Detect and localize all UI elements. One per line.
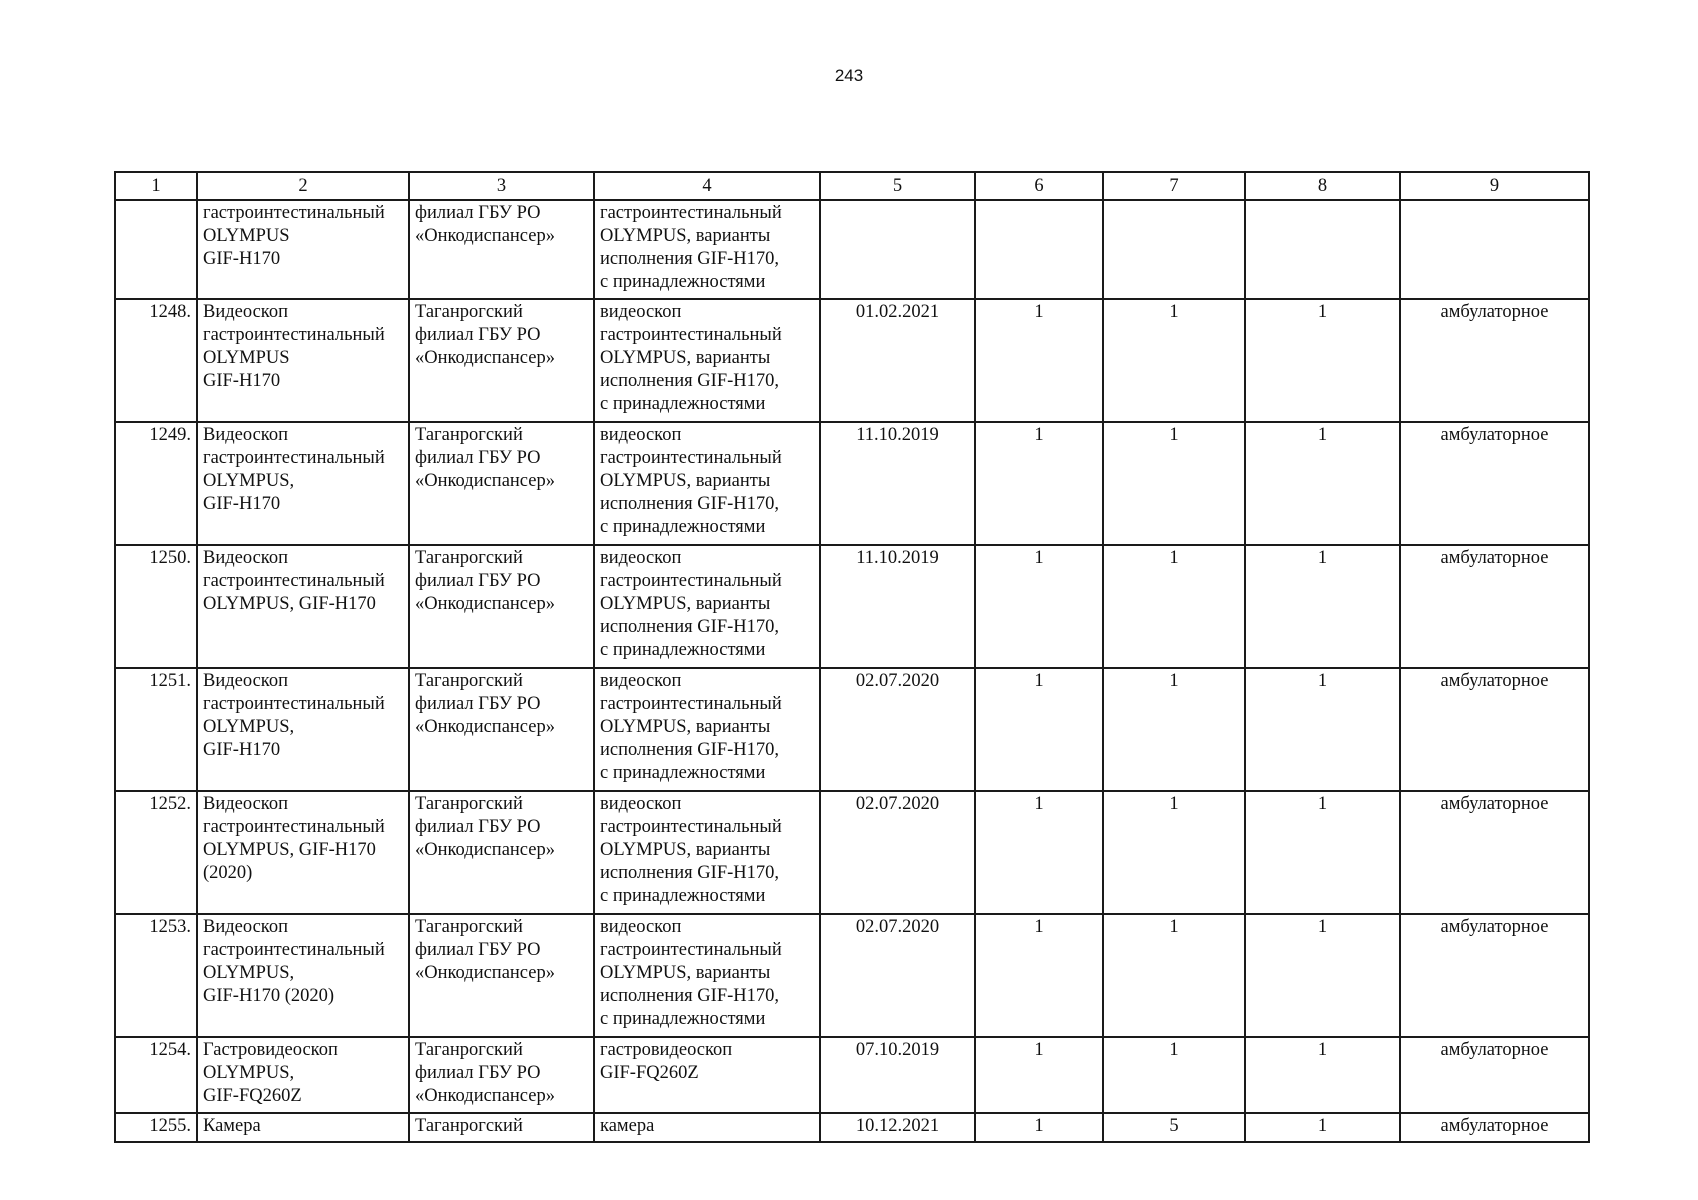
row-number: 1255. — [115, 1113, 197, 1142]
date-cell: 10.12.2021 — [820, 1113, 975, 1142]
date-cell: 02.07.2020 — [820, 668, 975, 791]
organization: Таганрогский филиал ГБУ РО «Онкодиспансер» — [409, 791, 594, 914]
table-row — [115, 668, 1589, 791]
col6-cell — [975, 200, 1103, 299]
equipment-name: Видеоскоп гастроинтестинальный OLYMPUS, GIF-H170 — [197, 545, 409, 668]
column-header: 2 — [197, 172, 409, 200]
date-cell: 01.02.2021 — [820, 299, 975, 422]
care-type-cell: амбулаторное — [1400, 914, 1589, 1037]
row-number: 1251. — [115, 668, 197, 791]
organization: филиал ГБУ РО «Онкодиспансер» — [409, 200, 594, 299]
col7-cell: 1 — [1103, 299, 1245, 422]
col7-cell: 1 — [1103, 791, 1245, 914]
date-cell: 02.07.2020 — [820, 914, 975, 1037]
table-row — [115, 422, 1589, 545]
equipment-name: Камера — [197, 1113, 409, 1142]
col6-cell: 1 — [975, 668, 1103, 791]
organization: Таганрогский филиал ГБУ РО «Онкодиспансер» — [409, 668, 594, 791]
organization: Таганрогский филиал ГБУ РО «Онкодиспансер» — [409, 1037, 594, 1113]
equipment-name: Видеоскоп гастроинтестинальный OLYMPUS, GIF-H170 (2020) — [197, 791, 409, 914]
date-cell: 02.07.2020 — [820, 791, 975, 914]
table-row — [115, 200, 1589, 299]
care-type-cell: амбулаторное — [1400, 545, 1589, 668]
col8-cell — [1245, 200, 1400, 299]
column-header: 8 — [1245, 172, 1400, 200]
care-type-cell — [1400, 200, 1589, 299]
organization: Таганрогский филиал ГБУ РО «Онкодиспансер» — [409, 914, 594, 1037]
equipment-name: Видеоскоп гастроинтестинальный OLYMPUS, GIF-H170 — [197, 668, 409, 791]
equipment-name: Видеоскоп гастроинтестинальный OLYMPUS GIF-H170 — [197, 299, 409, 422]
equipment-description: видеоскоп гастроинтестинальный OLYMPUS, варианты исполнения GIF-H170, с принадлежностями — [594, 299, 820, 422]
date-cell — [820, 200, 975, 299]
col6-cell: 1 — [975, 422, 1103, 545]
date-cell: 11.10.2019 — [820, 422, 975, 545]
table-row — [115, 1113, 1589, 1142]
row-number: 1250. — [115, 545, 197, 668]
col8-cell: 1 — [1245, 668, 1400, 791]
col8-cell: 1 — [1245, 545, 1400, 668]
col6-cell: 1 — [975, 914, 1103, 1037]
equipment-description: камера — [594, 1113, 820, 1142]
col7-cell: 1 — [1103, 422, 1245, 545]
column-header: 9 — [1400, 172, 1589, 200]
equipment-description: гастроинтестинальный OLYMPUS, варианты исполнения GIF-H170, с принадлежностями — [594, 200, 820, 299]
col6-cell: 1 — [975, 299, 1103, 422]
equipment-description: видеоскоп гастроинтестинальный OLYMPUS, варианты исполнения GIF-H170, с принадлежностями — [594, 422, 820, 545]
date-cell: 11.10.2019 — [820, 545, 975, 668]
equipment-description: видеоскоп гастроинтестинальный OLYMPUS, варианты исполнения GIF-H170, с принадлежностями — [594, 914, 820, 1037]
col7-cell — [1103, 200, 1245, 299]
col8-cell: 1 — [1245, 299, 1400, 422]
col7-cell: 1 — [1103, 1037, 1245, 1113]
page-number: 243 — [834, 66, 864, 85]
col6-cell: 1 — [975, 791, 1103, 914]
table-row — [115, 1037, 1589, 1113]
col8-cell: 1 — [1245, 1037, 1400, 1113]
equipment-name: Гастровидеоскоп OLYMPUS, GIF-FQ260Z — [197, 1037, 409, 1113]
column-header: 5 — [820, 172, 975, 200]
col8-cell: 1 — [1245, 914, 1400, 1037]
date-cell: 07.10.2019 — [820, 1037, 975, 1113]
row-number: 1248. — [115, 299, 197, 422]
organization: Таганрогский филиал ГБУ РО «Онкодиспансер» — [409, 299, 594, 422]
care-type-cell: амбулаторное — [1400, 299, 1589, 422]
equipment-name: гастроинтестинальный OLYMPUS GIF-H170 — [197, 200, 409, 299]
equipment-name: Видеоскоп гастроинтестинальный OLYMPUS, GIF-H170 (2020) — [197, 914, 409, 1037]
equipment-register-table — [114, 171, 1590, 1143]
row-number: 1252. — [115, 791, 197, 914]
table-row — [115, 791, 1589, 914]
care-type-cell: амбулаторное — [1400, 668, 1589, 791]
col8-cell: 1 — [1245, 791, 1400, 914]
column-header: 3 — [409, 172, 594, 200]
equipment-description: видеоскоп гастроинтестинальный OLYMPUS, варианты исполнения GIF-H170, с принадлежностями — [594, 791, 820, 914]
col6-cell: 1 — [975, 545, 1103, 668]
equipment-name: Видеоскоп гастроинтестинальный OLYMPUS, GIF-H170 — [197, 422, 409, 545]
table-row — [115, 299, 1589, 422]
col7-cell: 1 — [1103, 914, 1245, 1037]
organization: Таганрогский филиал ГБУ РО «Онкодиспансер» — [409, 545, 594, 668]
care-type-cell: амбулаторное — [1400, 791, 1589, 914]
table-row — [115, 914, 1589, 1037]
row-number: 1249. — [115, 422, 197, 545]
equipment-description: гастровидеоскоп GIF-FQ260Z — [594, 1037, 820, 1113]
organization: Таганрогский — [409, 1113, 594, 1142]
care-type-cell: амбулаторное — [1400, 1113, 1589, 1142]
organization: Таганрогский филиал ГБУ РО «Онкодиспансер» — [409, 422, 594, 545]
table-row — [115, 545, 1589, 668]
col8-cell: 1 — [1245, 422, 1400, 545]
column-header: 1 — [115, 172, 197, 200]
equipment-description: видеоскоп гастроинтестинальный OLYMPUS, варианты исполнения GIF-H170, с принадлежностями — [594, 545, 820, 668]
column-header: 4 — [594, 172, 820, 200]
column-header: 7 — [1103, 172, 1245, 200]
col6-cell: 1 — [975, 1037, 1103, 1113]
row-number — [115, 200, 197, 299]
col7-cell: 5 — [1103, 1113, 1245, 1142]
col8-cell: 1 — [1245, 1113, 1400, 1142]
col6-cell: 1 — [975, 1113, 1103, 1142]
row-number: 1254. — [115, 1037, 197, 1113]
equipment-description: видеоскоп гастроинтестинальный OLYMPUS, варианты исполнения GIF-H170, с принадлежностями — [594, 668, 820, 791]
col7-cell: 1 — [1103, 668, 1245, 791]
col7-cell: 1 — [1103, 545, 1245, 668]
row-number: 1253. — [115, 914, 197, 1037]
care-type-cell: амбулаторное — [1400, 1037, 1589, 1113]
column-header: 6 — [975, 172, 1103, 200]
care-type-cell: амбулаторное — [1400, 422, 1589, 545]
header-row — [115, 172, 1589, 200]
